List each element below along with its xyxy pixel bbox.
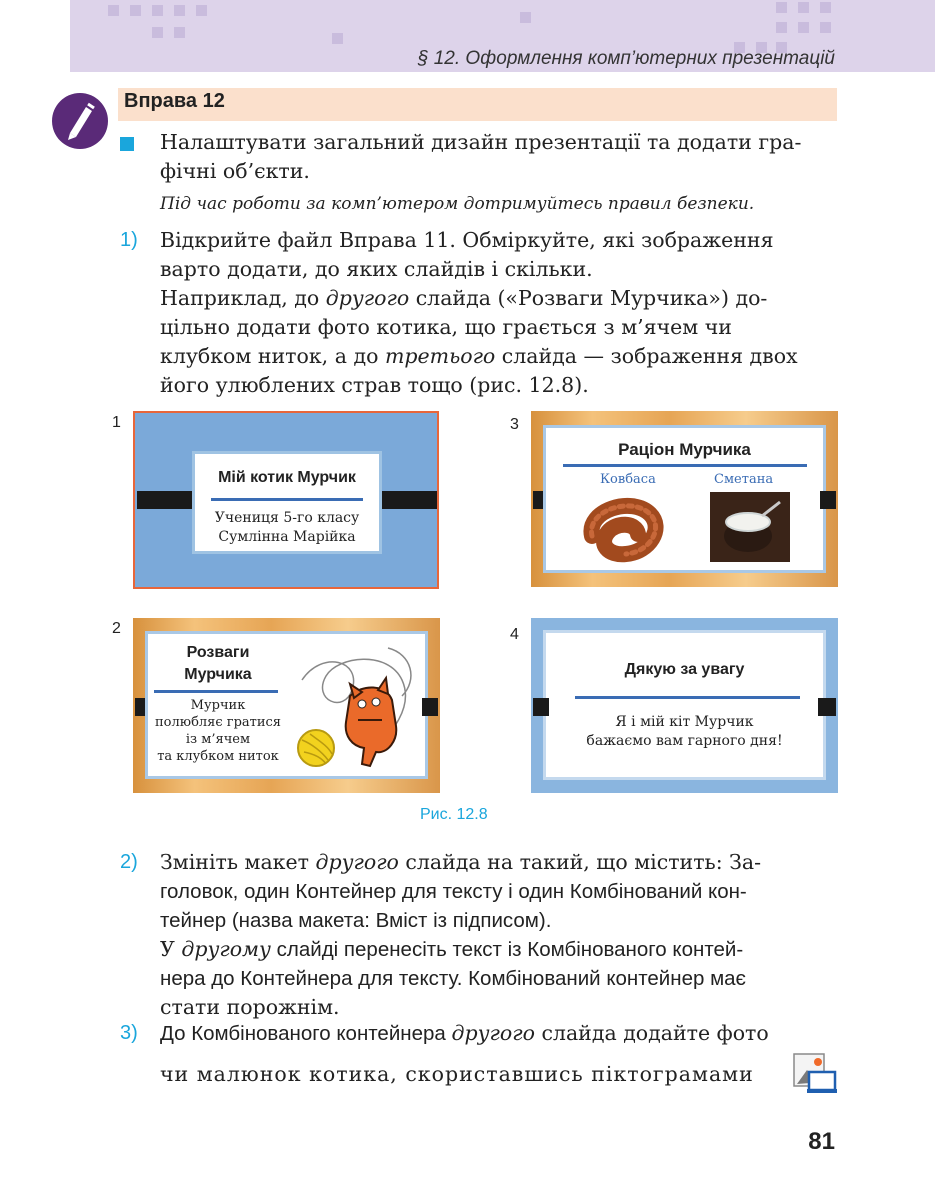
slide-1-sub-1: Учениця 5-го класу (214, 510, 360, 526)
insert-picture-icon (793, 1052, 837, 1094)
slide-3-label-sausage: Ковбаса (600, 472, 656, 487)
goal-bullet (120, 137, 134, 151)
slide-1-thumbnail[interactable] (133, 411, 439, 589)
step-1-p2-line-3: клубком ниток, а до третього слайда — зображення двох (160, 344, 798, 368)
slide-2-thumbnail[interactable] (133, 618, 440, 793)
step-2-number: 2) (120, 851, 138, 873)
step-1-line-1: Відкрийте файл Вправа 11. Обміркуйте, які зображення (160, 228, 774, 252)
slide-4-thumbnail[interactable] (531, 618, 838, 793)
step-2-line-3: тейнер (назва макета: Вміст із підписом). (160, 909, 552, 932)
step-1-p2-line-2: цільно додати фото котика, що грається з м’ячем чи (160, 315, 732, 339)
step-2-line-6: стати порожнім. (160, 995, 340, 1019)
step-3-line-2: чи малюнок котика, скориставшись піктограмами (160, 1062, 754, 1086)
step-1-number: 1) (120, 229, 138, 251)
step-1-p2-line-4: його улюблених страв тощо (рис. 12.8). (160, 373, 589, 397)
slide-4-left-tab (533, 698, 549, 716)
slide-1-number: 1 (112, 414, 121, 431)
slide-1-card (192, 451, 382, 554)
slide-3-thumbnail[interactable] (531, 411, 838, 587)
step-2-line-1: Змініть макет другого слайда на такий, що містить: За- (160, 850, 762, 874)
slide-3-right-tab (820, 491, 836, 509)
page-number: 81 (808, 1128, 835, 1155)
cat-with-yarn-image (292, 640, 426, 776)
slide-3-card (543, 425, 826, 573)
goal-line-1: Налаштувати загальний дизайн презентації та додати гра- (160, 130, 802, 154)
slide-1-right-tab (379, 491, 437, 509)
step-2-line-5: нера до Контейнера для тексту. Комбінований контейнер має (160, 967, 747, 990)
slide-4-rule (575, 696, 800, 699)
slide-3-number: 3 (510, 416, 519, 433)
slide-3-title: Раціон Мурчика (618, 440, 751, 459)
step-1-p2-line-1: Наприклад, до другого слайда («Розваги Мурчика») до- (160, 286, 768, 310)
goal-line-2: фічні об’єкти. (160, 159, 310, 183)
sour-cream-image (710, 492, 790, 562)
slide-3-left-tab (533, 491, 543, 509)
slide-2-title: Розваги Мурчика (184, 644, 252, 683)
slide-2-left-tab (135, 698, 145, 716)
slide-4-sub-2: бажаємо вам гарного дня! (586, 733, 783, 749)
slide-1-sub-2: Сумлінна Марійка (218, 529, 356, 545)
slide-4-right-tab (818, 698, 836, 716)
slide-2-rule (154, 690, 278, 693)
pen-icon (52, 93, 108, 149)
slide-3-label-cream: Сметана (714, 472, 774, 487)
step-1-line-2: варто додати, до яких слайдів і скільки. (160, 257, 593, 281)
step-3-number: 3) (120, 1022, 138, 1044)
slide-1-rule (211, 498, 363, 501)
slide-3-rule (563, 464, 807, 467)
step-3-line-1: До Комбінованого контейнера другого слайда додайте фото (160, 1021, 769, 1045)
step-2-line-2: головок, один Контейнер для тексту і один Комбінований кон- (160, 880, 747, 903)
exercise-title: Вправа 12 (124, 90, 225, 112)
sausage-image (580, 492, 670, 568)
running-head: § 12. Оформлення комп’ютерних презентацій (417, 48, 835, 69)
exercise-bar (118, 88, 837, 121)
slide-4-number: 4 (510, 626, 519, 643)
slide-2-right-tab (422, 698, 438, 716)
slide-2-card (145, 631, 428, 779)
slide-4-card (543, 630, 826, 780)
slide-4-title: Дякую за увагу (624, 661, 745, 678)
slide-2-number: 2 (112, 620, 121, 637)
step-2-line-4: У другому слайді перенесіть текст із Комбінованого контей- (160, 937, 744, 961)
slide-4-sub-1: Я і мій кіт Мурчик (615, 714, 754, 730)
slide-1-title: Мій котик Мурчик (218, 469, 356, 486)
slide-1-left-tab (137, 491, 197, 509)
safety-note: Під час роботи за комп’ютером дотримуйтесь правил безпеки. (160, 194, 755, 214)
slide-2-body: Мурчик полюбляє гратися із м’ячем та клубком ниток (155, 698, 281, 764)
figure-caption: Рис. 12.8 (420, 806, 488, 823)
